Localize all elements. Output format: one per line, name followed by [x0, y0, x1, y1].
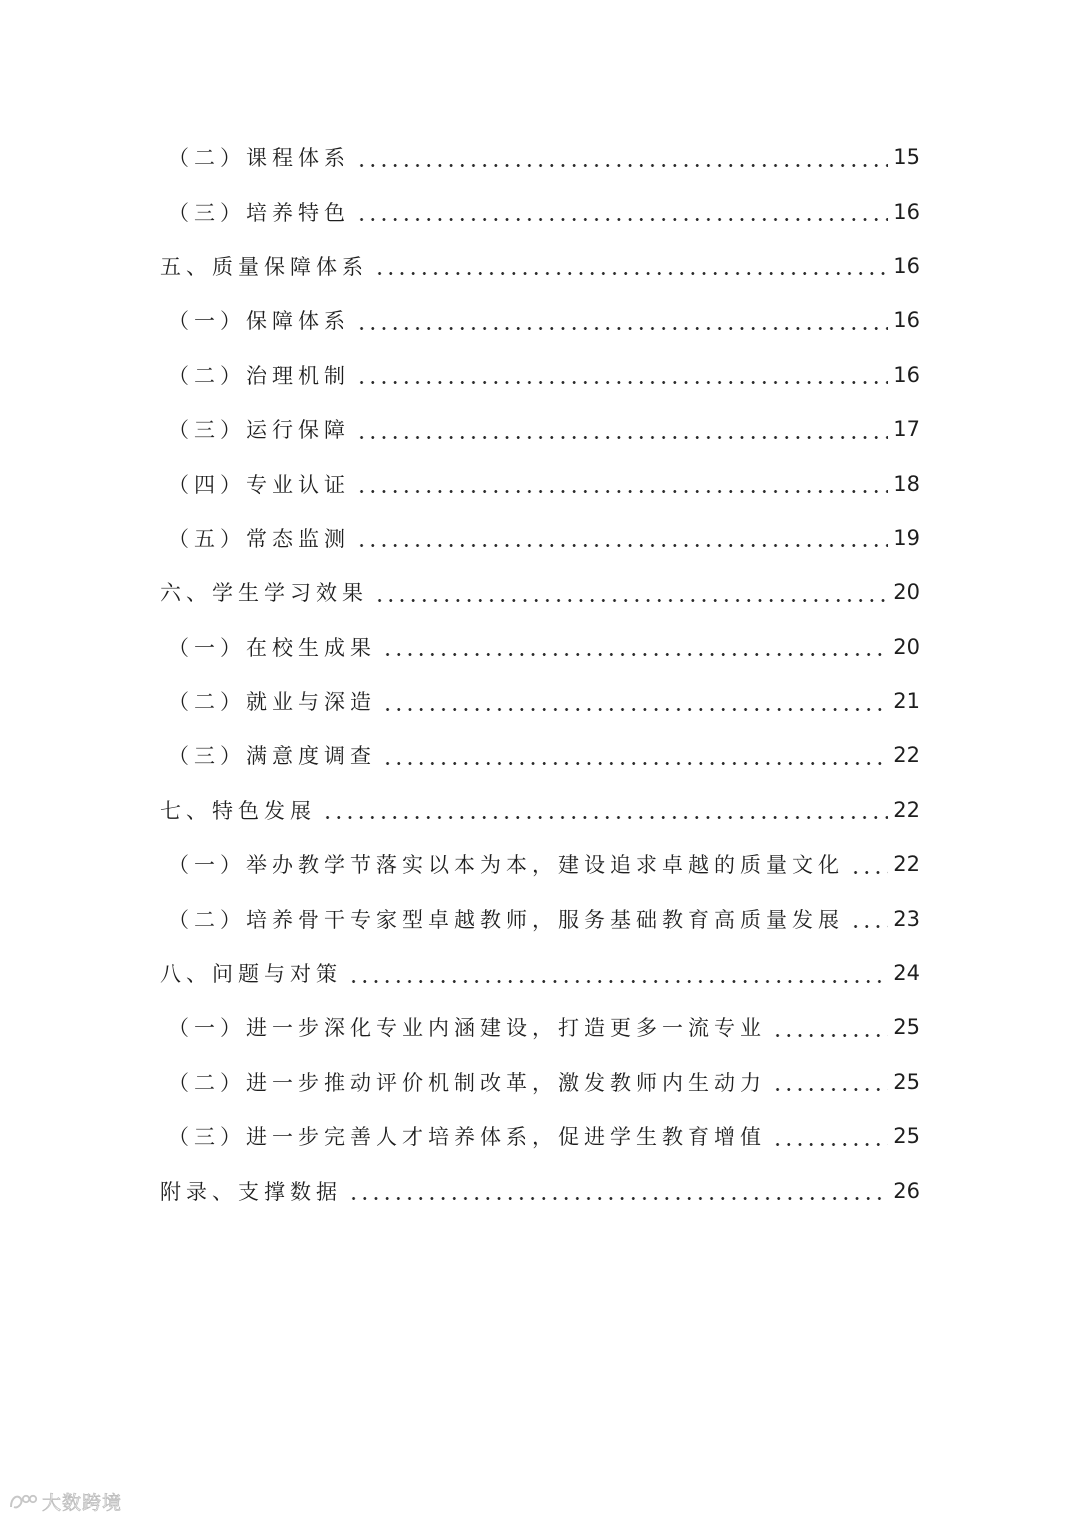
watermark-text: 大数跨境 — [42, 1492, 123, 1514]
toc-entry-page: 17 — [893, 417, 920, 442]
table-of-contents — [0, 130, 1080, 1218]
toc-dot-leader — [356, 544, 888, 547]
toc-entry-page: 25 — [893, 1015, 920, 1040]
toc-entry[interactable] — [0, 239, 1080, 293]
toc-entry[interactable] — [0, 1055, 1080, 1109]
toc-entry[interactable] — [0, 620, 1080, 674]
toc-entry-title: （四）专业认证 — [168, 472, 350, 497]
toc-dot-leader — [356, 218, 888, 221]
toc-entry-title: （二）培养骨干专家型卓越教师，服务基础教育高质量发展 — [168, 907, 844, 932]
toc-dot-leader — [850, 871, 888, 874]
toc-entry-page: 20 — [893, 634, 920, 659]
toc-entry[interactable] — [0, 1163, 1080, 1217]
watermark — [8, 1488, 122, 1515]
toc-entry[interactable] — [0, 456, 1080, 510]
toc-entry-title: （二）就业与深造 — [168, 690, 376, 715]
toc-dot-leader — [356, 436, 888, 439]
toc-dot-leader — [356, 490, 888, 493]
toc-entry[interactable] — [0, 946, 1080, 1000]
toc-entry-page: 16 — [893, 253, 920, 278]
toc-entry-page: 20 — [893, 580, 920, 605]
toc-dot-leader — [382, 653, 888, 656]
toc-entry-page: 16 — [893, 308, 920, 333]
toc-entry-title: 附录、支撑数据 — [160, 1179, 342, 1204]
toc-entry-page: 22 — [893, 797, 920, 822]
toc-entry[interactable] — [0, 674, 1080, 728]
toc-entry-page: 22 — [893, 743, 920, 768]
toc-dot-leader — [348, 1197, 888, 1200]
toc-entry[interactable] — [0, 891, 1080, 945]
toc-dot-leader — [772, 1088, 888, 1091]
toc-entry[interactable] — [0, 293, 1080, 347]
toc-entry-page: 25 — [893, 1124, 920, 1149]
toc-dot-leader — [356, 327, 888, 330]
toc-dot-leader — [374, 272, 888, 275]
toc-dot-leader — [382, 708, 888, 711]
toc-dot-leader — [322, 816, 888, 819]
toc-entry[interactable] — [0, 1109, 1080, 1163]
toc-entry-page: 25 — [893, 1069, 920, 1094]
toc-entry[interactable] — [0, 348, 1080, 402]
toc-entry-page: 16 — [893, 199, 920, 224]
toc-entry-page: 23 — [893, 906, 920, 931]
toc-entry-page: 26 — [893, 1178, 920, 1203]
toc-entry-page: 18 — [893, 471, 920, 496]
toc-entry-title: （三）满意度调查 — [168, 744, 376, 769]
toc-entry-title: 六、学生学习效果 — [160, 581, 368, 606]
toc-entry-title: （一）在校生成果 — [168, 635, 376, 660]
toc-entry-title: （二）课程体系 — [168, 146, 350, 171]
toc-entry-page: 22 — [893, 852, 920, 877]
toc-entry-page: 24 — [893, 961, 920, 986]
toc-entry-title: （三）培养特色 — [168, 200, 350, 225]
toc-entry-title: （一）进一步深化专业内涵建设，打造更多一流专业 — [168, 1016, 766, 1041]
toc-entry-title: 八、问题与对策 — [160, 962, 342, 987]
toc-entry[interactable] — [0, 565, 1080, 619]
toc-dot-leader — [374, 599, 888, 602]
toc-entry-title: （三）进一步完善人才培养体系，促进学生教育增值 — [168, 1125, 766, 1150]
toc-entry-page: 15 — [893, 145, 920, 170]
toc-entry-title: （二）治理机制 — [168, 363, 350, 388]
toc-entry-title: 五、质量保障体系 — [160, 254, 368, 279]
toc-entry-title: （三）运行保障 — [168, 418, 350, 443]
toc-dot-leader — [772, 1143, 888, 1146]
toc-entry-title: （一）举办教学节落实以本为本，建设追求卓越的质量文化 — [168, 853, 844, 878]
toc-dot-leader — [772, 1034, 888, 1037]
toc-dot-leader — [348, 980, 888, 983]
toc-entry[interactable] — [0, 184, 1080, 238]
toc-entry-title: （五）常态监测 — [168, 526, 350, 551]
toc-dot-leader — [356, 164, 888, 167]
toc-entry[interactable] — [0, 1000, 1080, 1054]
toc-entry[interactable] — [0, 837, 1080, 891]
brand-logo-icon — [8, 1491, 38, 1513]
toc-entry[interactable] — [0, 130, 1080, 184]
toc-entry-title: （二）进一步推动评价机制改革，激发教师内生动力 — [168, 1070, 766, 1095]
toc-entry[interactable] — [0, 728, 1080, 782]
toc-entry[interactable] — [0, 402, 1080, 456]
toc-entry-page: 21 — [893, 689, 920, 714]
toc-entry-page: 16 — [893, 362, 920, 387]
toc-entry-title: 七、特色发展 — [160, 798, 316, 823]
toc-dot-leader — [382, 762, 888, 765]
toc-entry[interactable] — [0, 511, 1080, 565]
toc-dot-leader — [850, 925, 888, 928]
toc-entry-page: 19 — [893, 525, 920, 550]
toc-entry[interactable] — [0, 783, 1080, 837]
toc-dot-leader — [356, 381, 888, 384]
toc-entry-title: （一）保障体系 — [168, 309, 350, 334]
